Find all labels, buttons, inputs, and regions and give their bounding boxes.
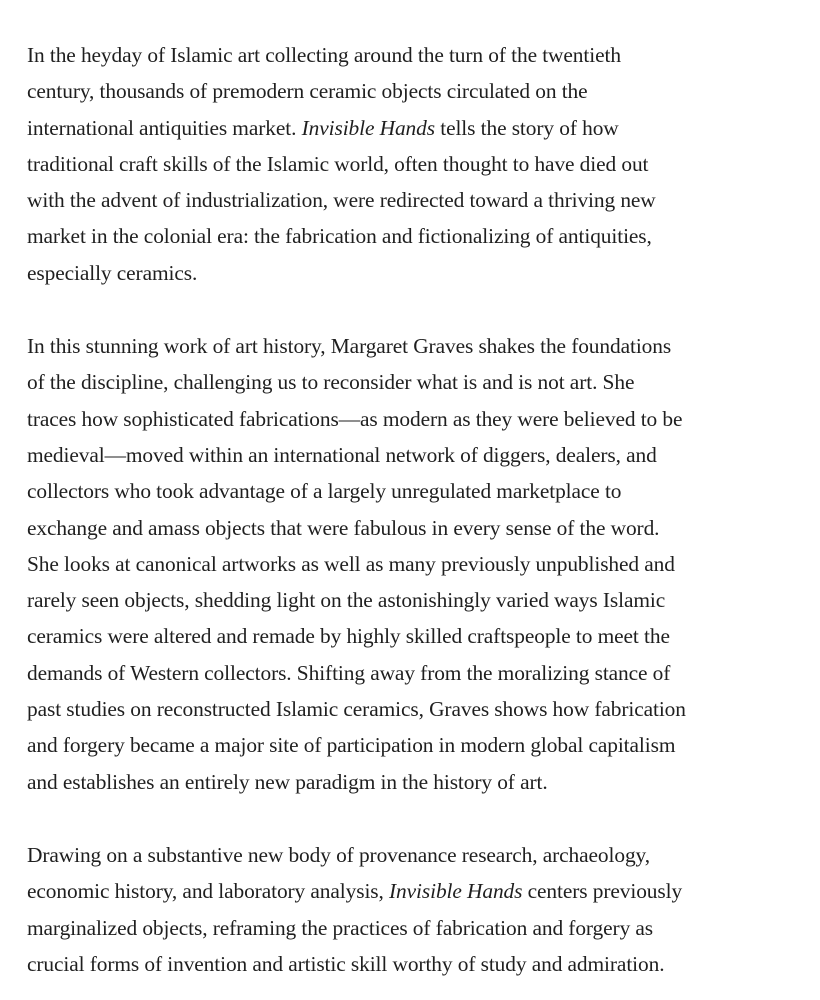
text-segment: In the heyday of Islamic art collecting around the turn of the twentieth: [27, 43, 621, 67]
text-segment: marginalized objects, reframing the practices of fabrication and forgery as: [27, 915, 654, 940]
text-segment: collectors who took advantage of a largely unregulated marketplace to: [27, 479, 622, 504]
text-segment: economic history, and laboratory analysis,: [27, 879, 390, 904]
text-line: [27, 473, 817, 509]
paragraph-2: [27, 328, 817, 800]
text-line: [27, 401, 817, 437]
text-segment: traces how sophisticated fabrications—as modern as they were believed to be: [27, 406, 683, 431]
book-title-italic: Invisible Hands: [301, 115, 435, 140]
text-segment: ceramics were altered and remade by highly skilled craftspeople to meet the: [27, 624, 670, 649]
text-line: [27, 110, 817, 146]
text-line: [27, 837, 817, 873]
text-segment: market in the colonial era: the fabrication and fictionalizing of antiquities,: [27, 224, 652, 249]
text-segment: crucial forms of invention and artistic skill worthy of study and admiration.: [27, 951, 665, 976]
text-segment: especially ceramics.: [27, 260, 198, 285]
text-segment: centers previously: [522, 879, 683, 904]
text-line: [27, 510, 817, 546]
text-segment: exchange and amass objects that were fabulous in every sense of the word.: [27, 515, 660, 540]
text-segment: of the discipline, challenging us to reconsider what is and is not art. She: [27, 370, 635, 395]
text-line: [27, 764, 817, 800]
text-segment: She looks at canonical artworks as well as many previously unpublished and: [27, 551, 675, 576]
text-line: [27, 946, 817, 982]
text-segment: and establishes an entirely new paradigm in the history of art.: [27, 769, 548, 794]
text-line: [27, 182, 817, 218]
text-line: [27, 618, 817, 654]
paragraph-3: [27, 837, 817, 982]
text-line: [27, 328, 817, 364]
text-segment: international antiquities market.: [27, 115, 302, 140]
text-segment: tells the story of how: [434, 115, 619, 140]
text-line: [27, 37, 817, 73]
text-segment: with the advent of industrialization, were redirected toward a thriving new: [27, 188, 656, 213]
text-segment: demands of Western collectors. Shifting away from the moralizing stance of: [27, 660, 671, 685]
text-line: [27, 727, 817, 763]
book-title-italic: Invisible Hands: [389, 879, 523, 904]
text-segment: Drawing on a substantive new body of provenance research, archaeology,: [27, 842, 650, 867]
text-segment: rarely seen objects, shedding light on the astonishingly varied ways Islamic: [27, 588, 666, 613]
text-line: [27, 655, 817, 691]
text-line: [27, 364, 817, 400]
text-line: [27, 910, 817, 946]
text-line: [27, 873, 817, 909]
text-line: [27, 255, 817, 291]
text-line: [27, 218, 817, 254]
text-segment: traditional craft skills of the Islamic world, often thought to have died out: [27, 151, 649, 176]
text-segment: medieval—moved within an international network of diggers, dealers, and: [27, 442, 657, 467]
paragraph-1: [27, 37, 817, 291]
text-segment: and forgery became a major site of participation in modern global capitalism: [27, 733, 676, 758]
text-line: [27, 146, 817, 182]
text-segment: past studies on reconstructed Islamic ceramics, Graves shows how fabrication: [27, 697, 686, 722]
text-segment: century, thousands of premodern ceramic objects circulated on the: [27, 79, 588, 104]
text-line: [27, 73, 817, 109]
text-line: [27, 691, 817, 727]
book-description: [27, 37, 817, 982]
text-segment: In this stunning work of art history, Margaret Graves shakes the foundations: [27, 334, 672, 359]
text-line: [27, 546, 817, 582]
text-line: [27, 437, 817, 473]
text-line: [27, 582, 817, 618]
